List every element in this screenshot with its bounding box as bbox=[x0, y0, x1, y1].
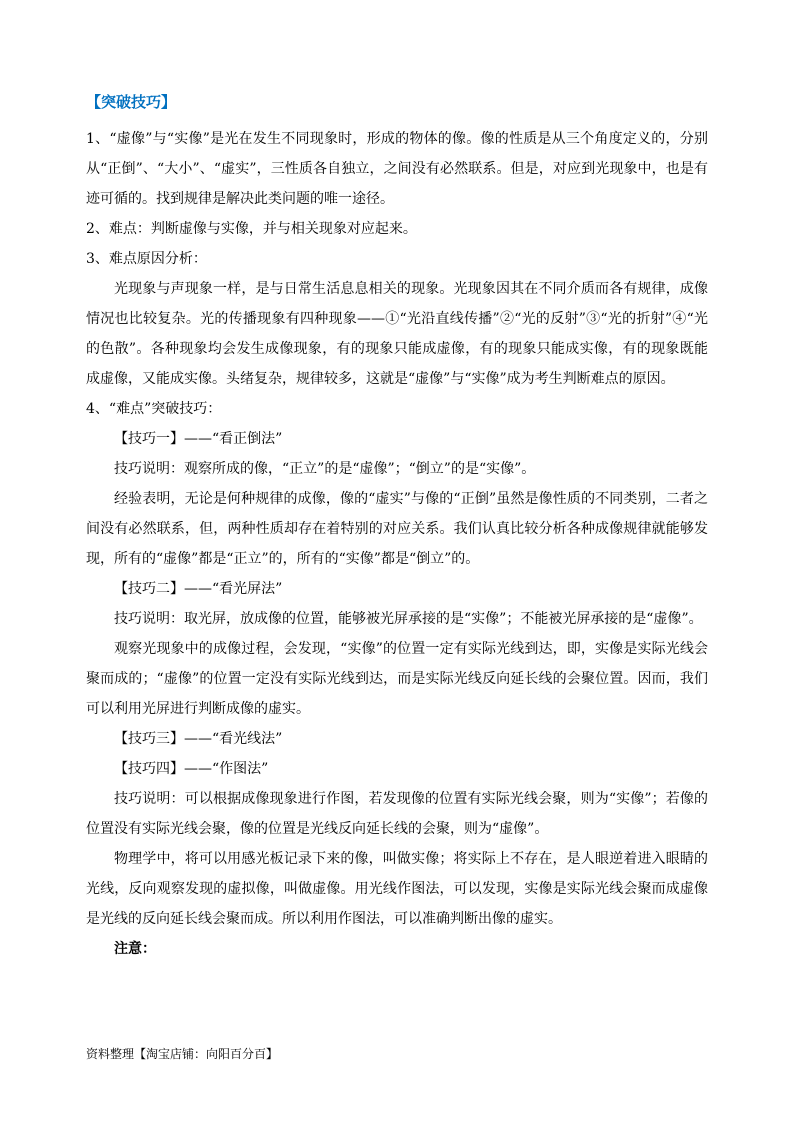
technique-4-explain: 物理学中，将可以用感光板记录下来的像，叫做实像；将实际上不存在，是人眼逆着进入眼睛的光线，反向观察发现的虚拟像，叫做虚像。用光线作图法，可以发现，实像是实际光线会聚而成虚像是光线的反向延长线会聚而成。所以利用作图法，可以准确判断出像的虚实。 bbox=[86, 851, 708, 927]
technique-2-title: 【技巧二】——“看光屏法” bbox=[114, 581, 283, 597]
technique-2-desc: 技巧说明：取光屏，放成像的位置，能够被光屏承接的是“实像”；不能被光屏承接的是“虚像”。 bbox=[114, 611, 703, 627]
paragraph-3: 3、难点原因分析： bbox=[86, 251, 207, 267]
technique-4-title: 【技巧四】——“作图法” bbox=[114, 761, 269, 777]
paragraph-4: 4、“难点”突破技巧： bbox=[86, 401, 222, 417]
technique-2-explain: 观察光现象中的成像过程，会发现，“实像”的位置一定有实际光线到达，即，实像是实际光线会聚而成的；“虚像”的位置一定没有实际光线到达，而是实际光线反向延长线的会聚位置。因而，我们可以利用光屏进行判断成像的虚实。 bbox=[86, 641, 708, 717]
technique-4-desc: 技巧说明：可以根据成像现象进行作图，若发现像的位置有实际光线会聚，则为“实像”；若像的位置没有实际光线会聚，像的位置是光线反向延长线的会聚，则为“虚像”。 bbox=[86, 791, 708, 837]
technique-1-desc: 技巧说明：观察所成的像，“正立”的是“虚像”；“倒立”的是“实像”。 bbox=[114, 461, 536, 477]
technique-3-title: 【技巧三】——“看光线法” bbox=[114, 731, 283, 747]
technique-1-explain: 经验表明，无论是何种规律的成像，像的“虚实”与像的“正倒”虽然是像性质的不同类别，二者之间没有必然联系，但，两种性质却存在着特别的对应关系。我们认真比较分析各种成像规律就能够发现，所有的“虚像”都是“正立”的，所有的“实像”都是“倒立”的。 bbox=[86, 491, 708, 567]
note-label: 注意： bbox=[114, 941, 156, 957]
paragraph-1: 1、“虚像”与“实像”是光在发生不同现象时，形成的物体的像。像的性质是从三个角度定义的，分别从“正倒”、“大小”、“虚实”，三性质各自独立，之间没有必然联系。但是，对应到光现象中，也是有迹可循的。找到规律是解决此类问题的唯一途径。 bbox=[86, 131, 708, 207]
footer-source: 资料整理【淘宝店铺：向阳百分百】 bbox=[86, 1047, 279, 1061]
section-heading: 【突破技巧】 bbox=[86, 93, 177, 111]
document-body bbox=[86, 92, 708, 964]
paragraph-2: 2、难点：判断虚像与实像，并与相关现象对应起来。 bbox=[86, 221, 417, 237]
paragraph-analysis: 光现象与声现象一样，是与日常生活息息相关的现象。光现象因其在不同介质而各有规律，成像情况也比较复杂。光的传播现象有四种现象——①“光沿直线传播”②“光的反射”③“光的折射”④“光的色散”。各种现象均会发生成像现象，有的现象只能成虚像，有的现象只能成实像，有的现象既能成虚像，又能成实像。头绪复杂，规律较多，这就是“虚像”与“实像”成为考生判断难点的原因。 bbox=[86, 281, 708, 387]
technique-1-title: 【技巧一】——“看正倒法” bbox=[114, 431, 283, 447]
